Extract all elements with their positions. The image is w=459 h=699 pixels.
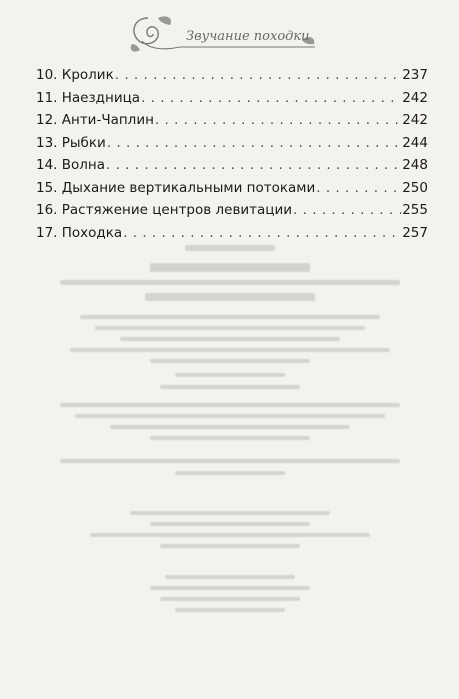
toc-entry-title: 16. Растяжение центров левитации	[36, 202, 293, 218]
toc-entry	[36, 87, 428, 110]
toc-entry-page: 257	[402, 224, 428, 241]
show-through-imprint	[0, 225, 459, 615]
toc-entry-title: 17. Походка	[36, 224, 123, 241]
toc-entry	[36, 109, 428, 132]
toc-entry	[36, 177, 428, 200]
dot-leader	[293, 199, 401, 222]
toc-entry-page: 242	[402, 112, 428, 128]
toc-entry-title: 14. Волна	[36, 157, 106, 173]
dot-leader	[115, 64, 401, 87]
toc-entry-title: 10. Кролик	[36, 67, 114, 83]
toc-entry-title: 12. Анти-Чаплин	[36, 112, 154, 128]
dot-leader	[316, 177, 401, 200]
running-header	[120, 10, 320, 56]
toc-entry-page: 244	[402, 134, 428, 151]
dot-leader	[155, 109, 401, 132]
toc-entry-page: 250	[402, 179, 428, 196]
toc-entry-title: 15. Дыхание вертикальными потоками	[36, 179, 316, 196]
toc-entry	[36, 199, 428, 222]
table-of-contents	[36, 64, 428, 244]
toc-entry-page: 255	[402, 202, 428, 218]
dot-leader	[106, 154, 401, 177]
toc-entry-title: 13. Рыбки	[36, 134, 106, 151]
running-title: Звучание походки	[186, 29, 310, 44]
toc-entry	[36, 154, 428, 177]
toc-entry-page: 237	[402, 67, 428, 83]
toc-entry-title: 11. Наездница	[36, 89, 141, 106]
toc-entry-page: 242	[402, 89, 428, 106]
toc-entry-page: 248	[402, 157, 428, 173]
toc-entry	[36, 132, 428, 155]
toc-entry	[36, 64, 428, 87]
dot-leader	[141, 87, 401, 110]
dot-leader	[107, 132, 401, 155]
